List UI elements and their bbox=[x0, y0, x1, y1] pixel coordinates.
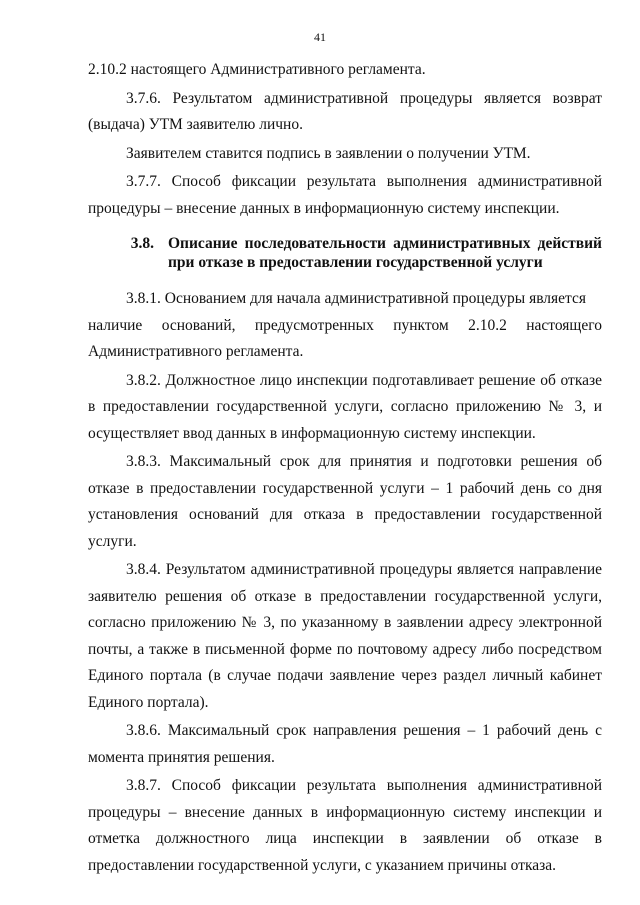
paragraph-3-8-1-line2 bbox=[88, 313, 602, 340]
word: оснований, bbox=[161, 316, 236, 334]
paragraph-2-10-2: 2.10.2 настоящего Административного регламента. bbox=[88, 61, 426, 78]
paragraph-3-7-6: 3.7.6. Результатом административной процедуры является возврат (выдача) УТМ заявителю лично. bbox=[88, 89, 602, 133]
paragraph-3-8-2: 3.8.2. Должностное лицо инспекции подготавливает решение об отказе в предоставлении государственной услуги, согласно приложению № 3, и осуществляет ввод данных в информационную систему инспекции. bbox=[88, 371, 602, 442]
paragraph-3-8-1-line3: Административного регламента. bbox=[88, 343, 304, 360]
paragraph-3-8-3: 3.8.3. Максимальный срок для принятия и подготовки решения об отказе в предоставлении государственной услуги – 1 рабочий день со дня установления оснований для отказа в предоставлении государственной услуги. bbox=[88, 453, 602, 550]
paragraph-signature: Заявителем ставится подпись в заявлении о получении УТМ. bbox=[126, 144, 531, 162]
paragraph-3-8-6: 3.8.6. Максимальный срок направления решения – 1 рабочий день с момента принятия решения. bbox=[88, 722, 602, 766]
section-number: 3.8. bbox=[130, 235, 154, 252]
word: наличие bbox=[88, 316, 143, 334]
section-title: Описание последовательности административных действий при отказе в предоставлении государственной услуги bbox=[168, 235, 602, 271]
paragraph-3-8-7: 3.8.7. Способ фиксации результата выполнения административной процедуры – внесение данных в информационную систему инспекции и отметка должностного лица инспекции в заявлении об отказе в предоставлении государственной услуги, с указанием причины отказа. bbox=[88, 777, 602, 874]
word: предусмотренных bbox=[254, 316, 374, 334]
word: 2.10.2 bbox=[468, 316, 507, 334]
word: настоящего bbox=[526, 316, 602, 334]
paragraph-3-8-4: 3.8.4. Результатом административной процедуры является направление заявителю решения об отказе в предоставлении государственной услуги, согласно приложению № 3, по указанному в заявлении адресу электронной почты, а также в письменной форме по почтовому адресу либо посредством Единого портала (в случае подачи заявление через раздел личный кабинет Единого портала). bbox=[88, 561, 602, 711]
word: пунктом bbox=[393, 316, 449, 334]
section-heading bbox=[88, 234, 602, 272]
paragraph-3-7-7: 3.7.7. Способ фиксации результата выполнения административной процедуры – внесение данных в информационную систему инспекции. bbox=[88, 173, 602, 217]
paragraph-3-8-1-line1: 3.8.1. Основанием для начала административной процедуры является bbox=[126, 290, 587, 307]
document-body bbox=[88, 57, 602, 879]
page-number: 41 bbox=[314, 30, 326, 44]
